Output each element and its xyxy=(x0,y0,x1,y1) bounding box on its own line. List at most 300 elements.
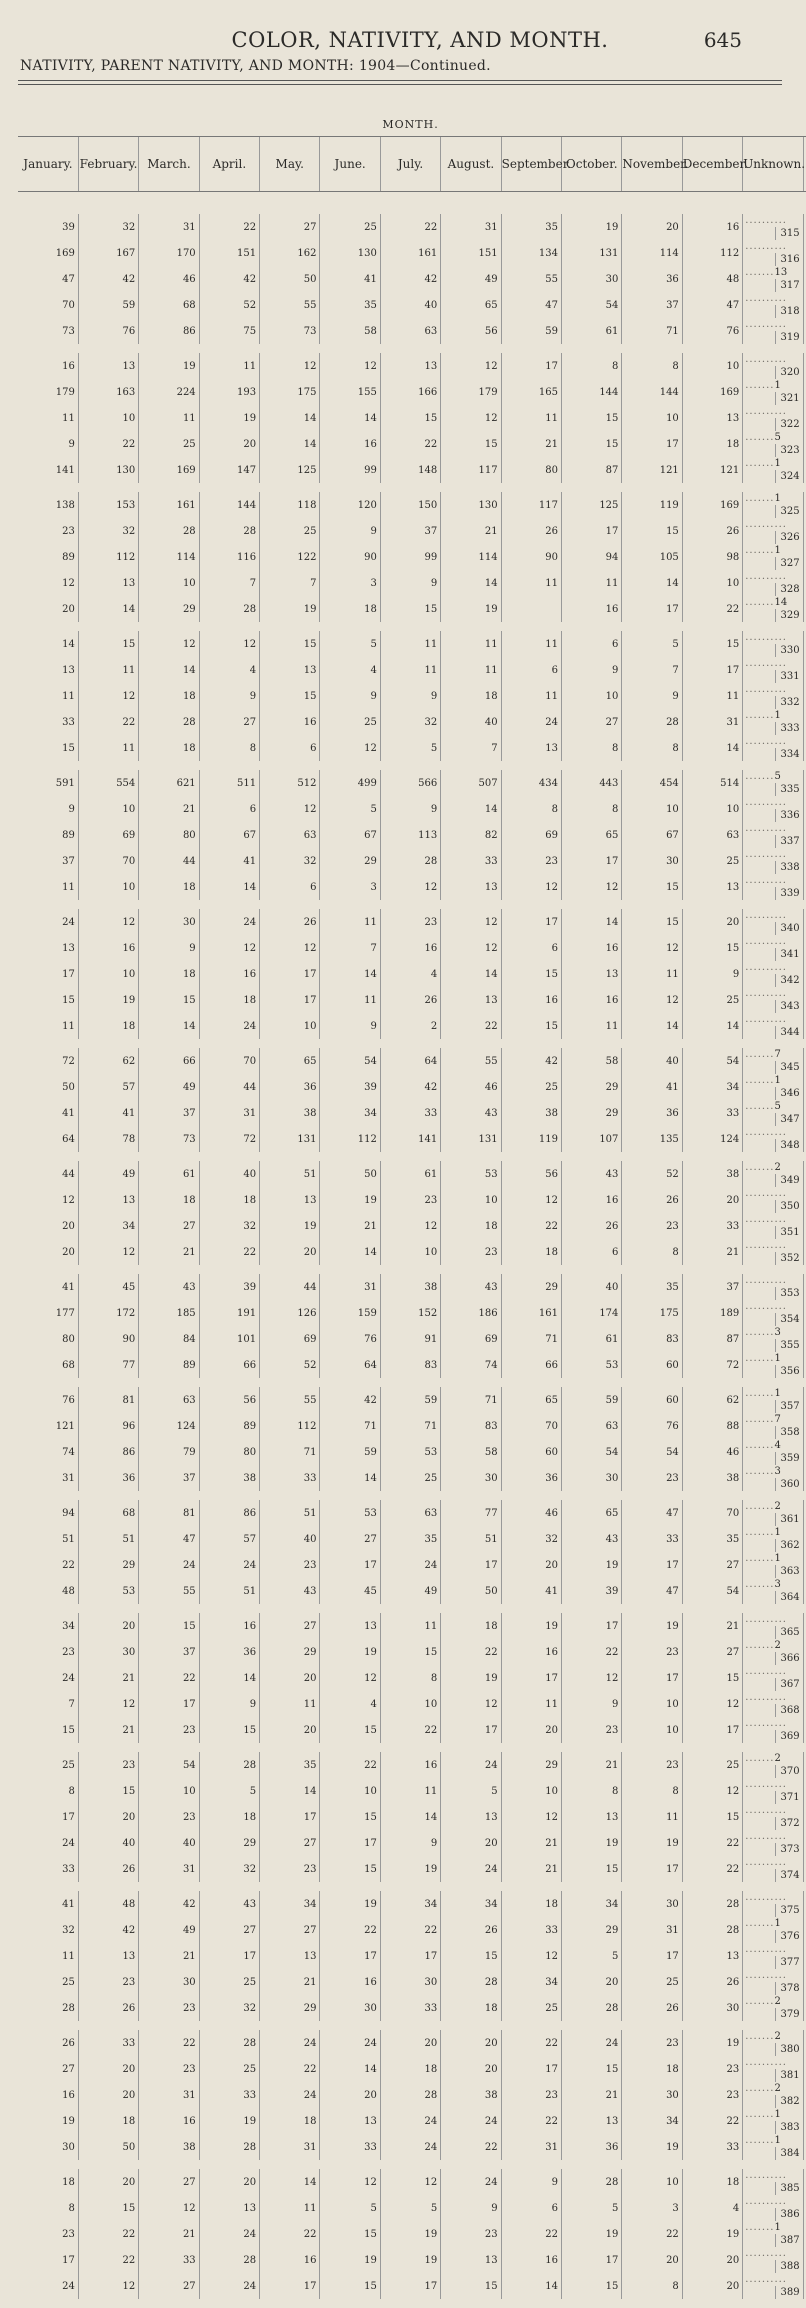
row-reference-number: 379 xyxy=(775,2008,799,2021)
table-cell: 18 xyxy=(501,1891,561,1917)
leader-dots: ....... xyxy=(745,1049,774,1060)
table-cell xyxy=(743,1778,803,1804)
table-cell: 151 xyxy=(199,240,259,266)
table-cell: 43 xyxy=(441,1100,501,1126)
table-cell: 86 xyxy=(78,1439,138,1465)
table-cell: 19 xyxy=(682,2221,742,2247)
table-cell: 16 xyxy=(380,935,440,961)
table-row xyxy=(18,457,806,483)
table-cell: 32 xyxy=(199,1856,259,1882)
table-cell: 21 xyxy=(139,796,199,822)
table-cell: 50 xyxy=(18,1074,78,1100)
unknown-value: 1 xyxy=(774,1918,780,1929)
table-cell: 15 xyxy=(441,1943,501,1969)
leader-dots: ....... xyxy=(745,1414,774,1425)
table-cell: 10 xyxy=(380,1691,440,1717)
table-cell: 14 xyxy=(501,2273,561,2299)
table-cell: 70 xyxy=(501,1413,561,1439)
table-cell: 46 xyxy=(441,1074,501,1100)
table-cell: 15 xyxy=(622,874,682,900)
table-cell: 16 xyxy=(320,431,380,457)
table-cell: 141 xyxy=(18,457,78,483)
table-row xyxy=(18,492,806,518)
table-cell: 11 xyxy=(139,405,199,431)
table-cell: 45 xyxy=(320,1578,380,1604)
table-cell xyxy=(743,1465,803,1491)
table-cell: 19 xyxy=(320,2247,380,2273)
table-cell: 72 xyxy=(682,1352,742,1378)
table-cell: 27 xyxy=(199,709,259,735)
table-row xyxy=(18,1691,806,1717)
leader-dots: ....... xyxy=(745,1918,774,1929)
table-cell: 17 xyxy=(622,1665,682,1691)
table-cell xyxy=(743,2108,803,2134)
table-cell: 55 xyxy=(260,1387,320,1413)
table-cell: 25 xyxy=(18,1752,78,1778)
leader-dots: .......... xyxy=(745,988,787,999)
table-cell xyxy=(743,631,803,657)
table-cell: 55 xyxy=(260,292,320,318)
table-cell: 18 xyxy=(139,961,199,987)
table-cell: 9 xyxy=(380,570,440,596)
table-row xyxy=(18,1413,806,1439)
table-row xyxy=(18,240,806,266)
table-cell: 174 xyxy=(562,1300,622,1326)
leader-dots: .......... xyxy=(745,2248,787,2259)
table-cell: 24 xyxy=(380,2108,440,2134)
leader-dots: .......... xyxy=(745,1127,787,1138)
table-cell: 89 xyxy=(199,1413,259,1439)
table-cell xyxy=(743,1578,803,1604)
table-cell: 19 xyxy=(441,1665,501,1691)
row-reference-number: 342 xyxy=(775,974,799,987)
table-cell: 21 xyxy=(682,1239,742,1265)
table-cell: 32 xyxy=(78,518,138,544)
table-cell: 20 xyxy=(320,2082,380,2108)
table-cell: 12 xyxy=(501,874,561,900)
table-cell: 155 xyxy=(320,379,380,405)
table-cell: 72 xyxy=(199,1126,259,1152)
table-cell: 45 xyxy=(78,1274,138,1300)
table-cell xyxy=(743,1413,803,1439)
table-cell: 68 xyxy=(78,1500,138,1526)
table-cell: 24 xyxy=(18,2273,78,2299)
leader-dots: .......... xyxy=(745,1970,787,1981)
unknown-value: 1 xyxy=(774,380,780,391)
table-cell: 23 xyxy=(18,518,78,544)
table-cell: 71 xyxy=(622,318,682,344)
table-cell: 23 xyxy=(441,1239,501,1265)
table-cell: 32 xyxy=(199,1995,259,2021)
table-row xyxy=(18,570,806,596)
row-reference-number: 366 xyxy=(775,1652,799,1665)
table-cell: 35 xyxy=(260,1752,320,1778)
table-cell: 20 xyxy=(501,1717,561,1743)
table-cell: 17 xyxy=(622,431,682,457)
row-reference-number: 369 xyxy=(775,1730,799,1743)
table-cell: 34 xyxy=(562,1891,622,1917)
table-cell: 22 xyxy=(199,1239,259,1265)
table-cell: 39 xyxy=(320,1074,380,1100)
row-reference-number: 350 xyxy=(775,1200,799,1213)
table-cell: 9 xyxy=(320,683,380,709)
table-cell: 32 xyxy=(380,709,440,735)
table-cell: 6 xyxy=(501,935,561,961)
table-cell: 65 xyxy=(260,1048,320,1074)
table-cell: 10 xyxy=(501,1778,561,1804)
table-cell: 16 xyxy=(199,1613,259,1639)
table-cell: 25 xyxy=(260,518,320,544)
table-cell: 30 xyxy=(139,909,199,935)
table-cell: 46 xyxy=(139,266,199,292)
row-reference-number: 385 xyxy=(775,2182,799,2195)
table-cell: 621 xyxy=(139,770,199,796)
table-cell: 22 xyxy=(501,2108,561,2134)
table-cell xyxy=(743,709,803,735)
table-cell: 28 xyxy=(199,596,259,622)
table-cell: 12 xyxy=(78,2273,138,2299)
leader-dots: .......... xyxy=(745,1857,787,1868)
table-cell: 13 xyxy=(682,1943,742,1969)
table-cell: 152 xyxy=(380,1300,440,1326)
table-cell: 15 xyxy=(441,2273,501,2299)
row-reference-number: 353 xyxy=(775,1287,799,1300)
table-cell: 17 xyxy=(320,1830,380,1856)
unknown-value: 13 xyxy=(774,267,787,278)
table-cell: 50 xyxy=(260,266,320,292)
table-cell: 23 xyxy=(622,1752,682,1778)
table-cell: 24 xyxy=(441,2169,501,2195)
table-cell: 54 xyxy=(139,1752,199,1778)
table-cell: 77 xyxy=(441,1500,501,1526)
table-cell: 122 xyxy=(260,544,320,570)
table-cell: 20 xyxy=(441,1830,501,1856)
table-cell: 126 xyxy=(260,1300,320,1326)
table-cell: 25 xyxy=(501,1074,561,1100)
table-cell: 18 xyxy=(441,1995,501,2021)
table-cell: 26 xyxy=(622,1187,682,1213)
header-rule xyxy=(18,80,782,81)
table-cell xyxy=(743,683,803,709)
table-cell: 13 xyxy=(260,657,320,683)
table-cell: 34 xyxy=(501,1969,561,1995)
leader-dots: ....... xyxy=(745,1101,774,1112)
leader-dots: .......... xyxy=(745,406,787,417)
table-cell: 12 xyxy=(380,874,440,900)
table-cell xyxy=(743,544,803,570)
table-cell: 31 xyxy=(139,214,199,240)
table-cell: 6 xyxy=(260,735,320,761)
table-cell: 65 xyxy=(562,1500,622,1526)
table-cell: 11 xyxy=(380,1613,440,1639)
table-cell: 131 xyxy=(441,1126,501,1152)
table-cell: 36 xyxy=(199,1639,259,1665)
table-cell: 76 xyxy=(622,1413,682,1439)
table-cell: 74 xyxy=(18,1439,78,1465)
table-cell: 131 xyxy=(562,240,622,266)
table-cell: 13 xyxy=(562,961,622,987)
table-cell: 38 xyxy=(260,1100,320,1126)
table-cell: 13 xyxy=(562,1804,622,1830)
table-cell: 32 xyxy=(501,1526,561,1552)
table-cell: 29 xyxy=(562,1074,622,1100)
table-row xyxy=(18,2108,806,2134)
table-cell: 19 xyxy=(199,2108,259,2134)
table-cell: 18 xyxy=(380,2056,440,2082)
table-cell: 33 xyxy=(18,1856,78,1882)
leader-dots: .......... xyxy=(745,658,787,669)
table-cell: 12 xyxy=(501,1187,561,1213)
table-row xyxy=(18,1500,806,1526)
table-cell: 10 xyxy=(320,1778,380,1804)
table-cell xyxy=(743,2195,803,2221)
table-cell: 17 xyxy=(622,596,682,622)
table-cell: 71 xyxy=(260,1439,320,1465)
table-cell: 20 xyxy=(441,2030,501,2056)
leader-dots: .......... xyxy=(745,2057,787,2068)
table-cell: 33 xyxy=(501,1917,561,1943)
table-cell: 6 xyxy=(562,631,622,657)
table-cell: 11 xyxy=(18,1943,78,1969)
unknown-value: 2 xyxy=(774,2031,780,2042)
table-cell: 30 xyxy=(622,848,682,874)
table-cell xyxy=(743,266,803,292)
table-cell: 15 xyxy=(562,2056,622,2082)
table-cell: 12 xyxy=(501,1804,561,1830)
table-cell: 8 xyxy=(18,2195,78,2221)
table-cell: 20 xyxy=(260,1717,320,1743)
table-cell xyxy=(743,1691,803,1717)
table-cell: 141 xyxy=(380,1126,440,1152)
table-row xyxy=(18,1126,806,1152)
table-cell xyxy=(743,848,803,874)
row-reference-number: 343 xyxy=(775,1000,799,1013)
table-cell xyxy=(743,1387,803,1413)
table-cell: 39 xyxy=(199,1274,259,1300)
table-cell: 54 xyxy=(562,1439,622,1465)
month-data-table xyxy=(18,112,806,2308)
table-cell xyxy=(743,1500,803,1526)
table-cell: 22 xyxy=(78,2247,138,2273)
table-cell: 12 xyxy=(78,909,138,935)
column-header: October. xyxy=(562,137,622,192)
table-cell: 124 xyxy=(139,1413,199,1439)
table-cell xyxy=(743,657,803,683)
table-cell: 31 xyxy=(622,1917,682,1943)
table-cell: 26 xyxy=(562,1213,622,1239)
table-cell: 9 xyxy=(139,935,199,961)
table-row xyxy=(18,1187,806,1213)
table-cell: 20 xyxy=(682,909,742,935)
row-reference-number: 381 xyxy=(775,2069,799,2082)
table-cell xyxy=(743,961,803,987)
table-cell: 105 xyxy=(622,544,682,570)
table-cell: 30 xyxy=(441,1465,501,1491)
table-cell: 16 xyxy=(380,1752,440,1778)
table-cell: 151 xyxy=(441,240,501,266)
table-cell: 12 xyxy=(260,935,320,961)
table-cell: 8 xyxy=(18,1778,78,1804)
table-cell: 12 xyxy=(320,735,380,761)
table-cell: 34 xyxy=(320,1100,380,1126)
row-reference-number: 355 xyxy=(775,1339,799,1352)
table-cell: 20 xyxy=(78,1613,138,1639)
table-cell: 23 xyxy=(18,2221,78,2247)
table-cell: 11 xyxy=(380,1778,440,1804)
table-cell: 19 xyxy=(18,2108,78,2134)
table-cell: 10 xyxy=(622,1691,682,1717)
table-row xyxy=(18,1300,806,1326)
row-reference-number: 334 xyxy=(775,748,799,761)
table-cell: 17 xyxy=(501,2056,561,2082)
table-cell: 10 xyxy=(682,570,742,596)
table-cell: 17 xyxy=(18,1804,78,1830)
column-header: May. xyxy=(260,137,320,192)
table-cell: 5 xyxy=(320,2195,380,2221)
table-cell: 10 xyxy=(78,405,138,431)
table-row xyxy=(18,1274,806,1300)
table-cell: 17 xyxy=(380,1943,440,1969)
table-cell: 8 xyxy=(199,735,259,761)
row-reference-number: 329 xyxy=(775,609,799,622)
table-cell: 26 xyxy=(501,518,561,544)
table-cell: 13 xyxy=(562,2108,622,2134)
table-cell: 35 xyxy=(380,1526,440,1552)
table-cell: 56 xyxy=(501,1161,561,1187)
unknown-value: 1 xyxy=(774,2109,780,2120)
table-cell: 512 xyxy=(260,770,320,796)
table-cell xyxy=(743,353,803,379)
table-cell: 55 xyxy=(501,266,561,292)
table-cell: 169 xyxy=(682,492,742,518)
table-cell: 68 xyxy=(139,292,199,318)
table-cell: 90 xyxy=(78,1326,138,1352)
column-header: December. xyxy=(682,137,742,192)
table-cell: 21 xyxy=(501,431,561,457)
table-cell: 11 xyxy=(501,405,561,431)
table-cell: 10 xyxy=(78,874,138,900)
table-cell: 71 xyxy=(320,1413,380,1439)
table-cell: 12 xyxy=(562,1665,622,1691)
table-cell: 19 xyxy=(562,1552,622,1578)
row-reference-number: 377 xyxy=(775,1956,799,1969)
table-cell: 30 xyxy=(682,1995,742,2021)
table-cell: 69 xyxy=(260,1326,320,1352)
page-number: 645 xyxy=(704,28,742,52)
table-cell: 26 xyxy=(380,987,440,1013)
table-cell: 23 xyxy=(139,1995,199,2021)
table-cell: 16 xyxy=(139,2108,199,2134)
table-cell: 8 xyxy=(562,735,622,761)
table-cell: 44 xyxy=(260,1274,320,1300)
table-cell: 19 xyxy=(380,2221,440,2247)
table-cell: 8 xyxy=(562,353,622,379)
table-cell: 20 xyxy=(380,2030,440,2056)
table-cell: 17 xyxy=(682,1717,742,1743)
unknown-value: 1 xyxy=(774,1388,780,1399)
table-cell: 25 xyxy=(199,2056,259,2082)
table-cell: 13 xyxy=(441,2247,501,2273)
table-cell: 21 xyxy=(78,1665,138,1691)
table-cell: 189 xyxy=(682,1300,742,1326)
table-cell: 47 xyxy=(622,1500,682,1526)
table-cell: 8 xyxy=(622,1778,682,1804)
row-reference-number: 367 xyxy=(775,1678,799,1691)
table-cell: 121 xyxy=(622,457,682,483)
table-cell: 22 xyxy=(18,1552,78,1578)
table-cell: 17 xyxy=(260,2273,320,2299)
table-cell xyxy=(501,596,561,622)
table-cell: 29 xyxy=(320,848,380,874)
table-cell: 22 xyxy=(501,1213,561,1239)
table-cell: 499 xyxy=(320,770,380,796)
table-row xyxy=(18,1752,806,1778)
table-row xyxy=(18,1804,806,1830)
table-cell: 76 xyxy=(320,1326,380,1352)
table-cell: 18 xyxy=(199,1187,259,1213)
table-cell: 507 xyxy=(441,770,501,796)
table-cell: 16 xyxy=(682,214,742,240)
table-cell: 47 xyxy=(139,1526,199,1552)
leader-dots: ....... xyxy=(745,2031,774,2042)
table-cell: 63 xyxy=(682,822,742,848)
table-cell: 13 xyxy=(441,987,501,1013)
table-cell: 15 xyxy=(441,431,501,457)
table-cell: 38 xyxy=(501,1100,561,1126)
table-cell: 44 xyxy=(18,1161,78,1187)
table-cell: 3 xyxy=(622,2195,682,2221)
table-cell: 28 xyxy=(199,518,259,544)
unknown-value: 2 xyxy=(774,1753,780,1764)
table-cell: 62 xyxy=(78,1048,138,1074)
table-cell xyxy=(743,457,803,483)
table-cell: 566 xyxy=(380,770,440,796)
table-cell: 21 xyxy=(320,1213,380,1239)
table-cell: 11 xyxy=(199,353,259,379)
table-cell xyxy=(743,1804,803,1830)
row-reference-number: 361 xyxy=(775,1513,799,1526)
table-cell: 28 xyxy=(441,1969,501,1995)
table-cell: 13 xyxy=(682,405,742,431)
table-cell: 11 xyxy=(501,570,561,596)
table-cell: 179 xyxy=(441,379,501,405)
table-row xyxy=(18,770,806,796)
table-cell: 18 xyxy=(622,2056,682,2082)
table-cell: 18 xyxy=(682,431,742,457)
table-cell: 125 xyxy=(260,457,320,483)
table-cell: 37 xyxy=(622,292,682,318)
table-cell: 17 xyxy=(18,2247,78,2273)
table-cell: 29 xyxy=(501,1752,561,1778)
table-cell: 22 xyxy=(260,2056,320,2082)
table-cell: 11 xyxy=(501,683,561,709)
table-cell xyxy=(743,1274,803,1300)
table-cell: 22 xyxy=(682,1830,742,1856)
row-reference-number: 344 xyxy=(775,1026,799,1039)
table-cell: 11 xyxy=(380,631,440,657)
table-cell: 15 xyxy=(78,631,138,657)
table-cell: 19 xyxy=(320,1891,380,1917)
table-cell: 19 xyxy=(320,1639,380,1665)
table-cell xyxy=(743,1969,803,1995)
table-cell: 4 xyxy=(320,1691,380,1717)
table-cell: 35 xyxy=(501,214,561,240)
table-cell: 118 xyxy=(260,492,320,518)
table-cell: 17 xyxy=(260,1804,320,1830)
table-cell: 21 xyxy=(682,1613,742,1639)
table-cell: 73 xyxy=(139,1126,199,1152)
table-cell: 15 xyxy=(320,2273,380,2299)
